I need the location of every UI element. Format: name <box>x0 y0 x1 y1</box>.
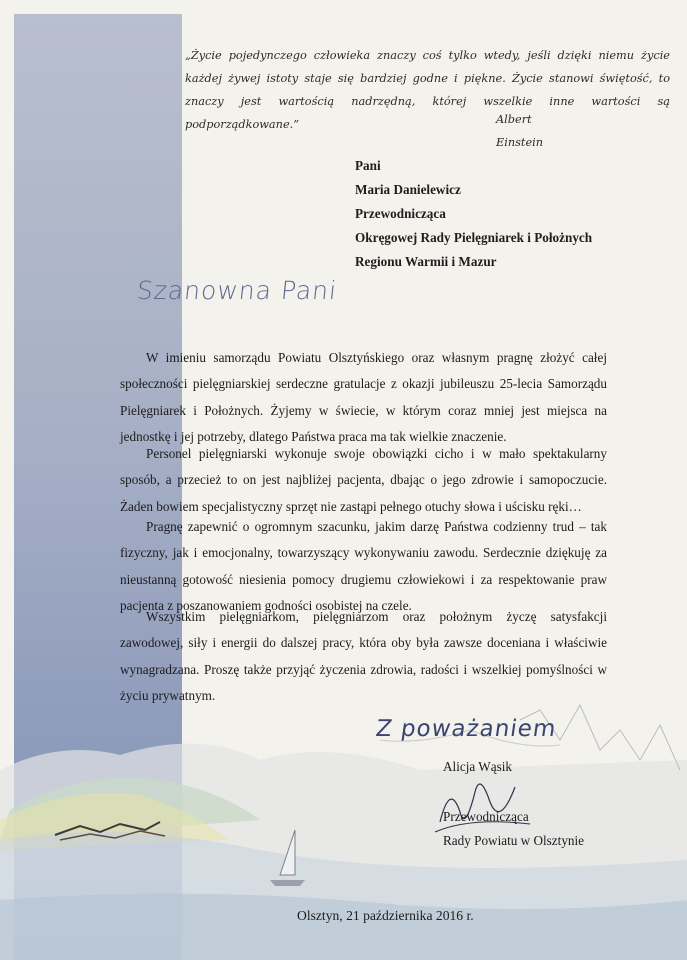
epigraph-author: Albert Einstein <box>496 113 544 149</box>
recipient-line-1: Pani <box>355 158 381 173</box>
recipient-name: Maria Danielewicz <box>355 182 461 197</box>
epigraph-quote: „Życie pojedynczego człowieka znaczy coś tylko wtedy, jeśli dzięki niemu życie każdej żywej istoty staje się bardziej godne i piękne. Życie stanowi świętość, to znaczy jest wartością nadrzędną, której wszelkie inne wartości są podporządkowane.” <box>185 49 670 131</box>
signatory-title: Przewodnicząca <box>443 809 529 824</box>
handwritten-closing: Z poważaniem <box>374 716 559 742</box>
place-and-date: Olsztyn, 21 października 2016 r. <box>297 908 474 923</box>
body-paragraph-2: Personel pielęgniarski wykonuje swoje obowiązki cicho i w mało spektakularny sposób, a przecież to on jest najbliżej pacjenta, dbając o jego zdrowie i samopoczucie. Żaden bowiem specjalistyczny sprzęt nie zastąpi pełnego otuchy słowa i uścisku ręki… <box>120 446 607 514</box>
handwritten-greeting: Szanowna Pani <box>135 276 339 305</box>
recipient-region: Regionu Warmii i Mazur <box>355 254 497 269</box>
signatory-institution: Rady Powiatu w Olsztynie <box>443 833 585 848</box>
body-paragraph-4: Wszystkim pielęgniarkom, pielęgniarzom oraz położnym życzę satysfakcji zawodowej, siły i energii do dalszej pracy, która oby była zawsze doceniana i właściwie wynagradzana. Proszę także przyjąć życzenia zdrowia, radości i wszelkiej pomyślności w życiu prywatnym. <box>120 609 607 704</box>
body-paragraph-3: Pragnę zapewnić o ogromnym szacunku, jakim darzę Państwa codzienny trud – tak fizyczny, jak i emocjonalny, towarzyszący wykonywaniu zawodu. Serdecznie dziękuję za nieustanną gotowość niesienia pomocy drugiemu człowiekowi i za respektowanie praw pacjenta z poszanowaniem godności osobistej na czele. <box>120 519 607 614</box>
body-paragraph-1: W imieniu samorządu Powiatu Olsztyńskiego oraz własnym pragnę złożyć całej społeczności pielęgniarskiej serdeczne gratulacje z okazji jubileuszu 25-lecia Samorządu Pielęgniarek i Położnych. Żyjemy w świecie, w którym coraz mniej jest miejsca na jednostkę i jej potrzeby, dlatego Państwa praca ma tak wielkie znaczenie. <box>120 350 607 445</box>
recipient-title: Przewodnicząca <box>355 206 446 221</box>
recipient-organization: Okręgowej Rady Pielęgniarek i Położnych <box>355 230 593 245</box>
signatory-name: Alicja Wąsik <box>443 759 512 774</box>
